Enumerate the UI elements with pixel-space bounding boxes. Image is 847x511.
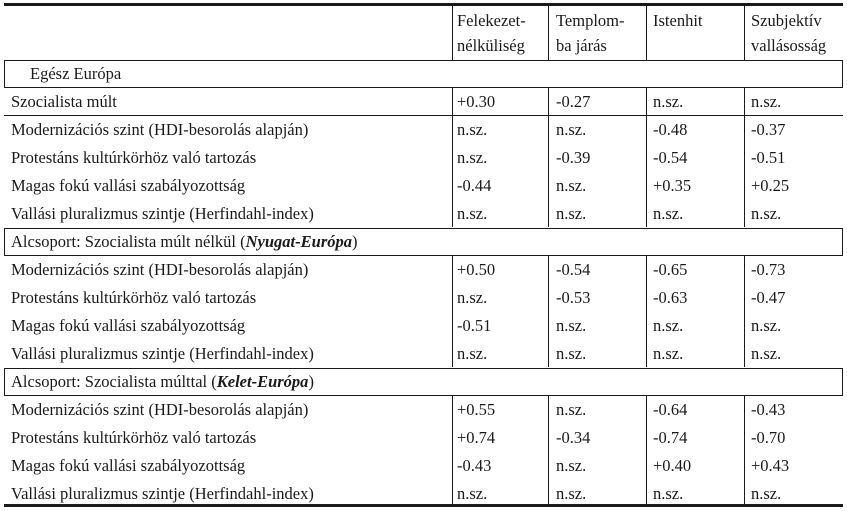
- table-cell-value: n.sz.: [653, 484, 684, 503]
- row-label: Vallási pluralizmus szintje (Herfindahl-index): [11, 484, 314, 503]
- table-cell-value: n.sz.: [457, 288, 488, 307]
- column-separator: [548, 255, 549, 367]
- group-title-suffix: ): [308, 372, 314, 391]
- row-label: Magas fokú vallási szabályozottság: [11, 176, 246, 195]
- row-label: Modernizációs szint (HDI-besorolás alapján): [11, 260, 309, 279]
- table-cell-value: n.sz.: [556, 120, 587, 139]
- table-cell-value: n.sz.: [457, 148, 488, 167]
- row-label: Modernizációs szint (HDI-besorolás alapján): [11, 120, 309, 139]
- column-separator: [744, 87, 745, 227]
- table-cell-value: n.sz.: [556, 456, 587, 475]
- table-cell-value: n.sz.: [751, 344, 782, 363]
- table-cell-value: -0.34: [556, 428, 591, 447]
- column-header-line1: Felekezet-: [457, 11, 526, 30]
- row-label: Magas fokú vallási szabályozottság: [11, 316, 246, 335]
- table-cell-value: n.sz.: [556, 484, 587, 503]
- group-title-prefix: Alcsoport: Szocialista múlt nélkül (: [11, 232, 246, 251]
- row-label: Vallási pluralizmus szintje (Herfindahl-index): [11, 204, 314, 223]
- column-header-line1: Templom-: [556, 11, 625, 30]
- table-cell-value: n.sz.: [556, 176, 587, 195]
- table-top-rule: [4, 3, 843, 6]
- column-header-line2: ba járás: [556, 36, 607, 55]
- table-cell-value: n.sz.: [653, 92, 684, 111]
- table-cell-value: -0.37: [751, 120, 786, 139]
- table-cell-value: -0.51: [751, 148, 786, 167]
- group-title-left-border: [4, 228, 5, 255]
- table-cell-value: n.sz.: [556, 400, 587, 419]
- group-title-right-border: [842, 228, 843, 255]
- table-cell-value: -0.27: [556, 92, 591, 111]
- column-separator: [548, 395, 549, 507]
- table-cell-value: -0.65: [653, 260, 688, 279]
- group-title-right-border: [842, 368, 843, 395]
- group-title-top-border: [4, 228, 843, 229]
- table-cell-value: n.sz.: [653, 204, 684, 223]
- column-header-line1: Szubjektív: [751, 11, 822, 30]
- table-cell-value: +0.43: [751, 456, 790, 475]
- row-label: Vallási pluralizmus szintje (Herfindahl-index): [11, 344, 314, 363]
- row-label: Modernizációs szint (HDI-besorolás alapján): [11, 400, 309, 419]
- group-title-left-border: [4, 368, 5, 395]
- table-cell-value: n.sz.: [751, 484, 782, 503]
- group-title-suffix: ): [352, 232, 358, 251]
- table-cell-value: -0.43: [751, 400, 786, 419]
- table-cell-value: +0.30: [457, 92, 496, 111]
- table-cell-value: -0.54: [556, 260, 591, 279]
- column-header-line1: Istenhit: [653, 11, 703, 30]
- table-cell-value: -0.64: [653, 400, 688, 419]
- column-separator: [452, 255, 453, 367]
- table-cell-value: n.sz.: [751, 204, 782, 223]
- table-cell-value: +0.25: [751, 176, 790, 195]
- table-cell-value: -0.53: [556, 288, 591, 307]
- table-cell-value: n.sz.: [556, 204, 587, 223]
- table-cell-value: -0.43: [457, 456, 492, 475]
- row-label: Szocialista múlt: [11, 92, 117, 111]
- group-title-bottom-border: [4, 395, 843, 396]
- column-separator: [646, 255, 647, 367]
- column-separator: [548, 6, 549, 60]
- column-separator: [744, 395, 745, 507]
- column-separator: [548, 87, 549, 227]
- table-cell-value: +0.55: [457, 400, 496, 419]
- table-cell-value: -0.74: [653, 428, 688, 447]
- table-cell-value: n.sz.: [751, 316, 782, 335]
- column-separator: [452, 87, 453, 227]
- column-separator: [452, 395, 453, 507]
- group-title-top-border: [4, 60, 843, 61]
- table-cell-value: n.sz.: [457, 344, 488, 363]
- table-cell-value: -0.54: [653, 148, 688, 167]
- group-title-prefix: Egész Európa: [30, 64, 122, 83]
- table-cell-value: n.sz.: [556, 344, 587, 363]
- table-cell-value: +0.74: [457, 428, 496, 447]
- row-divider: [4, 115, 843, 116]
- table-cell-value: -0.63: [653, 288, 688, 307]
- table-cell-value: +0.50: [457, 260, 496, 279]
- group-title-top-border: [4, 368, 843, 369]
- group-title-region: Kelet-Európa: [216, 372, 309, 391]
- table-cell-value: -0.73: [751, 260, 786, 279]
- table-cell-value: -0.51: [457, 316, 492, 335]
- column-separator: [744, 255, 745, 367]
- column-separator: [646, 395, 647, 507]
- table-cell-value: n.sz.: [457, 204, 488, 223]
- table-cell-value: -0.39: [556, 148, 591, 167]
- table-cell-value: -0.48: [653, 120, 688, 139]
- group-title-left-border: [4, 60, 5, 87]
- table-cell-value: n.sz.: [653, 344, 684, 363]
- column-separator: [452, 6, 453, 60]
- group-title-prefix: Alcsoport: Szocialista múlttal (: [11, 372, 217, 391]
- group-title: [11, 231, 358, 253]
- row-label: Protestáns kultúrkörhöz való tartozás: [11, 428, 257, 447]
- table-cell-value: -0.70: [751, 428, 786, 447]
- row-label: Protestáns kultúrkörhöz való tartozás: [11, 288, 257, 307]
- group-title-bottom-border: [4, 87, 843, 88]
- column-header-line2: nélküliség: [457, 36, 525, 55]
- group-title-region: Nyugat-Európa: [245, 232, 352, 251]
- row-label: Magas fokú vallási szabályozottság: [11, 456, 246, 475]
- group-title-bottom-border: [4, 255, 843, 256]
- table-cell-value: -0.44: [457, 176, 492, 195]
- group-title: [11, 371, 314, 393]
- column-separator: [646, 87, 647, 227]
- group-title: [30, 63, 121, 85]
- row-label: Protestáns kultúrkörhöz való tartozás: [11, 148, 257, 167]
- table-cell-value: n.sz.: [556, 316, 587, 335]
- column-separator: [646, 6, 647, 60]
- table-cell-value: n.sz.: [457, 120, 488, 139]
- table-cell-value: +0.40: [653, 456, 692, 475]
- table-cell-value: -0.47: [751, 288, 786, 307]
- table-cell-value: n.sz.: [653, 316, 684, 335]
- table-cell-value: n.sz.: [457, 484, 488, 503]
- column-separator: [744, 6, 745, 60]
- column-header-line2: vallásosság: [751, 36, 827, 55]
- table-cell-value: n.sz.: [751, 92, 782, 111]
- table-cell-value: +0.35: [653, 176, 692, 195]
- group-title-right-border: [842, 60, 843, 87]
